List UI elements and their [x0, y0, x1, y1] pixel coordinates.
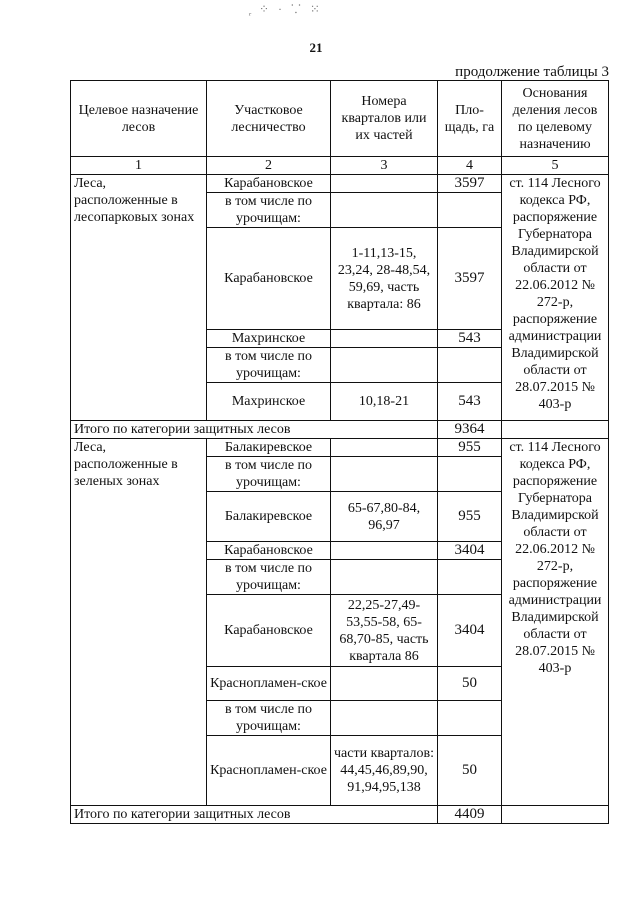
district-cell: Махринское	[207, 330, 331, 348]
scan-artifact: ᷊ ⁘ · ⸪ ⁙	[250, 2, 323, 16]
column-number: 1	[71, 157, 207, 175]
total-row	[71, 421, 609, 439]
quarters-cell	[331, 348, 438, 383]
header-area: Пло-щадь, га	[438, 81, 502, 157]
area-cell	[438, 701, 502, 736]
empty-cell	[502, 806, 609, 824]
district-cell: в том числе по урочищам:	[207, 701, 331, 736]
district-cell: в том числе по урочищам:	[207, 560, 331, 595]
column-number: 2	[207, 157, 331, 175]
quarters-cell: 22,25-27,49-53,55-58, 65-68,70-85, часть квартала 86	[331, 595, 438, 667]
quarters-cell	[331, 560, 438, 595]
category-cell: Леса, расположенные в лесопарковых зонах	[71, 175, 207, 421]
area-cell: 3597	[438, 175, 502, 193]
table-continuation-caption: продолжение таблицы 3	[455, 64, 609, 80]
area-cell: 50	[438, 667, 502, 701]
table-row	[71, 439, 609, 457]
area-cell: 50	[438, 736, 502, 806]
header-purpose: Целевое назначение лесов	[71, 81, 207, 157]
quarters-cell	[331, 439, 438, 457]
table-row	[71, 175, 609, 193]
quarters-cell: 10,18-21	[331, 383, 438, 421]
total-label: Итого по категории защитных лесов	[71, 421, 438, 439]
quarters-cell	[331, 542, 438, 560]
district-cell: Карабановское	[207, 542, 331, 560]
total-label: Итого по категории защитных лесов	[71, 806, 438, 824]
area-cell	[438, 457, 502, 492]
district-cell: Махринское	[207, 383, 331, 421]
area-cell	[438, 348, 502, 383]
forest-purpose-table	[70, 80, 609, 824]
area-cell: 3404	[438, 542, 502, 560]
table-header-row	[71, 81, 609, 157]
quarters-cell: части кварталов: 44,45,46,89,90, 91,94,95,138	[331, 736, 438, 806]
district-cell: Краснопламен-ское	[207, 667, 331, 701]
empty-cell	[502, 421, 609, 439]
total-area: 9364	[438, 421, 502, 439]
quarters-cell	[331, 701, 438, 736]
area-cell: 3597	[438, 228, 502, 330]
basis-cell: ст. 114 Лесного кодекса РФ, распоряжение Губернатора Владимирской области от 22.06.2012 № 272-р, распоряжение администрации Владимирской области от 28.07.2015 № 403-р	[502, 439, 609, 806]
total-area: 4409	[438, 806, 502, 824]
district-cell: в том числе по урочищам:	[207, 457, 331, 492]
district-cell: Балакиревское	[207, 492, 331, 542]
district-cell: в том числе по урочищам:	[207, 193, 331, 228]
total-row	[71, 806, 609, 824]
header-basis: Основания деления лесов по целевому назначению	[502, 81, 609, 157]
quarters-cell	[331, 457, 438, 492]
area-cell: 543	[438, 330, 502, 348]
area-cell	[438, 193, 502, 228]
column-number: 5	[502, 157, 609, 175]
area-cell: 955	[438, 492, 502, 542]
area-cell: 955	[438, 439, 502, 457]
district-cell: Краснопламен-ское	[207, 736, 331, 806]
header-district: Участковое лесничество	[207, 81, 331, 157]
column-number: 4	[438, 157, 502, 175]
area-cell: 3404	[438, 595, 502, 667]
quarters-cell: 1-11,13-15, 23,24, 28-48,54, 59,69, часть квартала: 86	[331, 228, 438, 330]
district-cell: Балакиревское	[207, 439, 331, 457]
page-number: 21	[309, 40, 323, 55]
basis-cell: ст. 114 Лесного кодекса РФ, распоряжение Губернатора Владимирской области от 22.06.2012 № 272-р, распоряжение администрации Владимирской области от 28.07.2015 № 403-р	[502, 175, 609, 421]
district-cell: в том числе по урочищам:	[207, 348, 331, 383]
district-cell: Карабановское	[207, 595, 331, 667]
quarters-cell	[331, 667, 438, 701]
column-number: 3	[331, 157, 438, 175]
column-number-row	[71, 157, 609, 175]
quarters-cell	[331, 175, 438, 193]
header-quarters: Номера кварталов или их частей	[331, 81, 438, 157]
quarters-cell	[331, 330, 438, 348]
quarters-cell: 65-67,80-84, 96,97	[331, 492, 438, 542]
area-cell	[438, 560, 502, 595]
area-cell: 543	[438, 383, 502, 421]
district-cell: Карабановское	[207, 228, 331, 330]
district-cell: Карабановское	[207, 175, 331, 193]
category-cell: Леса, расположенные в зеленых зонах	[71, 439, 207, 806]
quarters-cell	[331, 193, 438, 228]
